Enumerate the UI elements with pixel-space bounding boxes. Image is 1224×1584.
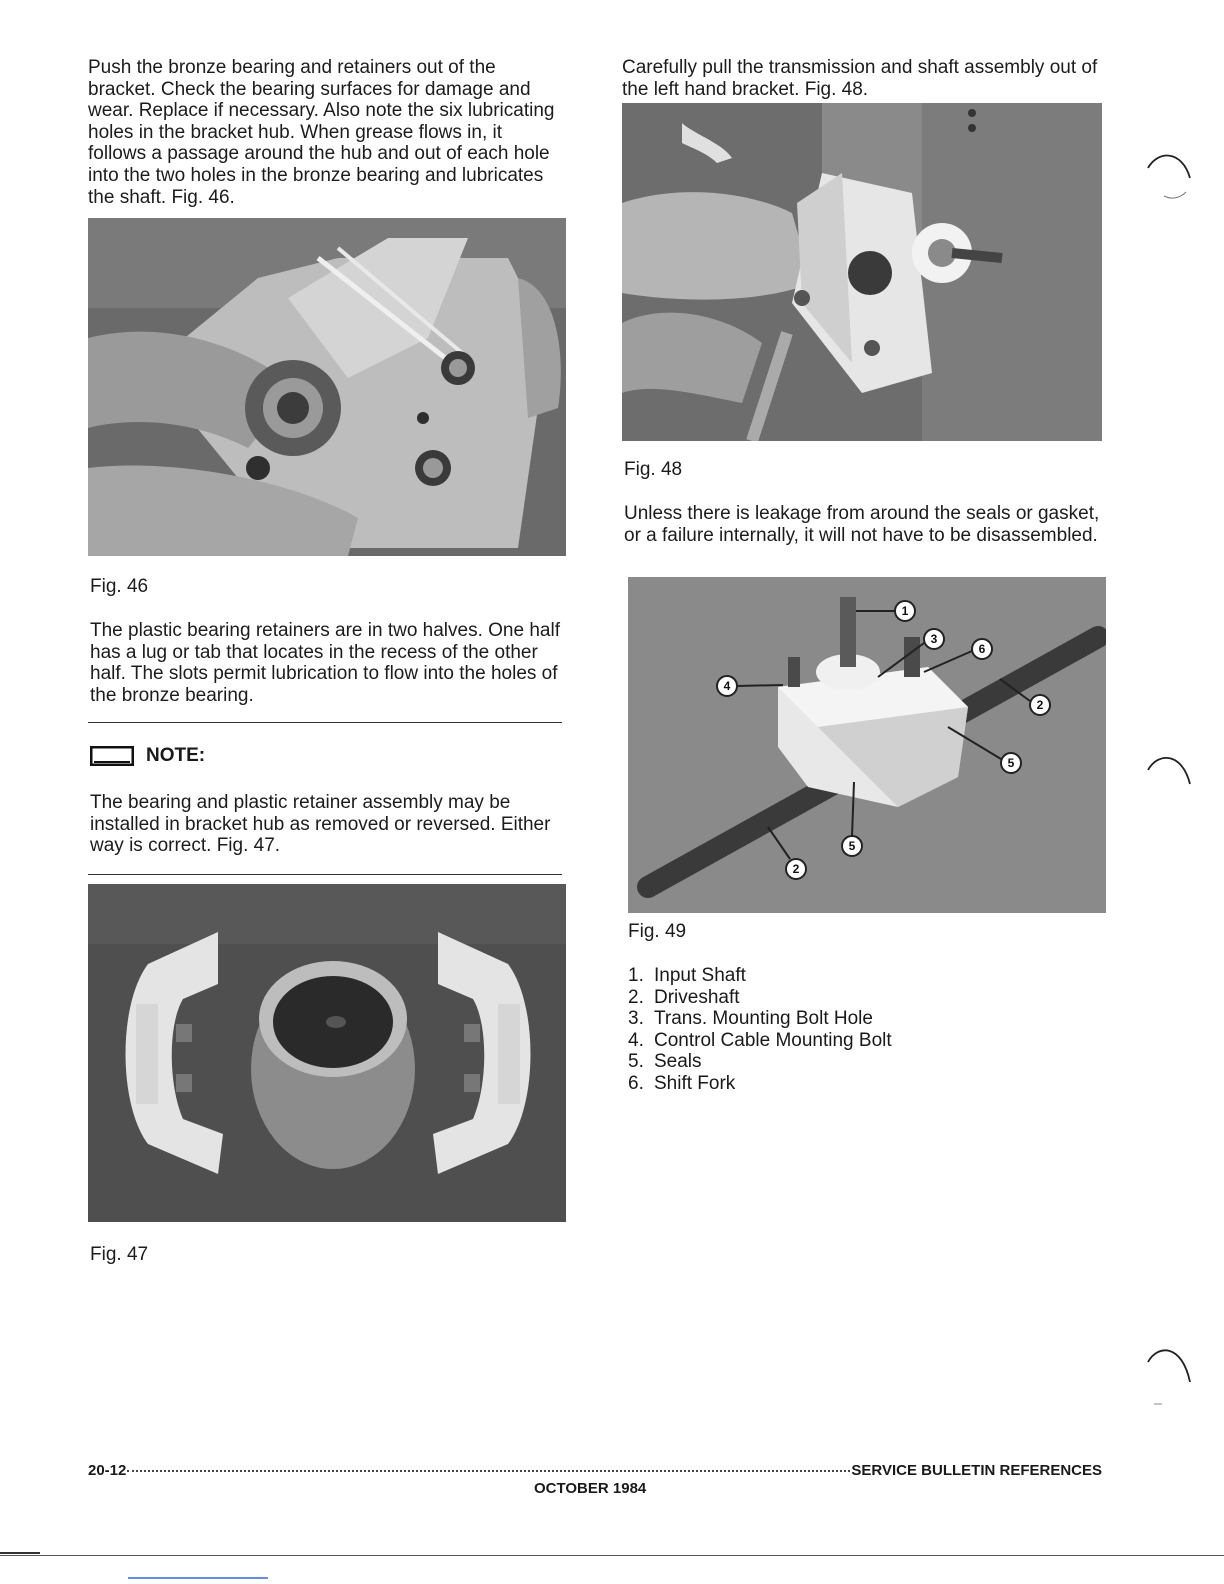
page-number: 20-12 bbox=[88, 1462, 127, 1479]
fig49-callout-2b: 2 bbox=[792, 862, 800, 876]
fig49-callout-5b: 5 bbox=[848, 839, 856, 853]
note-icon bbox=[90, 746, 134, 766]
fig49-legend bbox=[628, 965, 892, 1095]
legend-item: 4. Control Cable Mounting Bolt bbox=[628, 1029, 892, 1051]
scan-edge-mark bbox=[0, 1552, 40, 1554]
fig49-callout-5a: 5 bbox=[1007, 756, 1015, 770]
note-bottom-divider bbox=[88, 874, 562, 875]
fig47-photo bbox=[88, 884, 566, 1222]
footer-leader bbox=[127, 1458, 850, 1472]
legend-item: 3. Trans. Mounting Bolt Hole bbox=[628, 1008, 873, 1030]
fig49-callout-3: 3 bbox=[930, 632, 938, 646]
fig49-callout-1: 1 bbox=[901, 604, 909, 618]
retainer-paragraph: The plastic bearing retainers are in two halves. One half has a lug or tab that locates in the recess of the other half. The slots permit lubrication to flow into the holes of the bronze bearing. bbox=[90, 620, 560, 706]
legend-item: 6. Shift Fork bbox=[628, 1072, 736, 1094]
binder-hole-mark bbox=[1144, 748, 1194, 798]
fig49-caption: Fig. 49 bbox=[628, 921, 687, 942]
fig48-caption: Fig. 48 bbox=[624, 459, 683, 480]
legend-item: 1. Input Shaft bbox=[628, 965, 746, 986]
transmission-paragraph: Carefully pull the transmission and shaft assembly out of the left hand bracket. Fig. 48. bbox=[622, 57, 1098, 100]
note-label: NOTE: bbox=[146, 745, 206, 766]
scan-blue-line bbox=[128, 1577, 268, 1579]
legend-item: 2. Driveshaft bbox=[628, 986, 740, 1008]
binder-hole-mark bbox=[1144, 1342, 1194, 1412]
note-text: The bearing and plastic retainer assembly may be installed in bracket hub as removed or reversed. Either way is correct. Fig. 47. bbox=[90, 792, 551, 857]
scan-edge-line bbox=[0, 1555, 1224, 1556]
legend-item: 5. Seals bbox=[628, 1051, 702, 1073]
fig46-photo bbox=[88, 218, 566, 556]
leakage-paragraph: Unless there is leakage from around the seals or gasket, or a failure internally, it will not have to be disassembled. bbox=[624, 503, 1100, 546]
fig49-callout-4: 4 bbox=[723, 679, 731, 693]
fig49-photo bbox=[628, 577, 1106, 913]
fig46-caption: Fig. 46 bbox=[90, 576, 149, 597]
page-footer bbox=[88, 1461, 1102, 1479]
intro-paragraph: Push the bronze bearing and retainers out of the bracket. Check the bearing surfaces for damage and wear. Replace if necessary. Also note the six lubricating holes in the bracket hub. When grease flows in, it follows a passage around the hub and out of each hole into the two holes in the bronze bearing and lubricates the shaft. Fig. 46. bbox=[88, 57, 555, 208]
fig49-callout-2a: 2 bbox=[1036, 698, 1044, 712]
footer-date: OCTOBER 1984 bbox=[534, 1480, 647, 1497]
note-heading bbox=[90, 745, 205, 767]
fig47-caption: Fig. 47 bbox=[90, 1244, 149, 1265]
binder-hole-mark bbox=[1144, 148, 1194, 208]
fig48-photo bbox=[622, 103, 1102, 441]
footer-section: SERVICE BULLETIN REFERENCES bbox=[851, 1462, 1102, 1479]
fig49-callout-6: 6 bbox=[978, 642, 986, 656]
note-top-divider bbox=[88, 722, 562, 723]
